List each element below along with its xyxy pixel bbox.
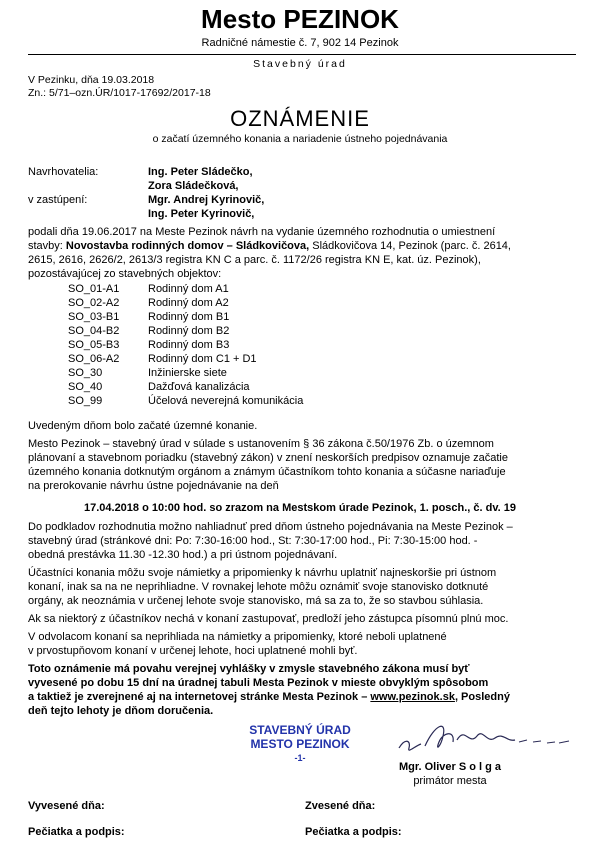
object-code: SO_05-B3 [68, 339, 120, 351]
project-name: Novostavba rodinných domov – Sládkovičova, [65, 240, 310, 252]
docs-line-2: stavebný úrad (stránkové dni: Po: 7:30-16:00 hod., St: 7:30-17:00 hod., Pi: 7:30-15:00 hod. - [28, 535, 478, 547]
legal-line-2: plánovaní a stavebnom poriadku (stavebný zákon) v znení neskorších predpisov oznamuje začatie [28, 452, 508, 464]
date-line: V Pezinku, dňa 19.03.2018 [28, 74, 155, 86]
document-subtitle: o začatí územného konania a nariadenie ústneho pojednávania [152, 133, 448, 145]
object-code: SO_01-A1 [68, 283, 120, 295]
objections-line-1: Účastníci konania môžu svoje námietky a pripomienky k návrhu uplatniť najneskoršie pri ústnom [28, 567, 497, 579]
represent-label: v zastúpení: [28, 194, 88, 206]
object-name: Dažďová kanalizácia [148, 381, 250, 393]
website-link[interactable]: www.pezinok.sk [370, 691, 455, 703]
docs-line-3: obedná prestávka 11.30 -12.30 hod.) a pri ústnom pojednávaní. [28, 549, 338, 561]
proposer-1: Ing. Peter Sládečko, [148, 166, 253, 178]
legal-line-1: Mesto Pezinok – stavebný úrad v súlade s ustanovením § 36 zákona č.50/1976 Zb. o územnom [28, 438, 494, 450]
object-code: SO_02-A2 [68, 297, 120, 309]
object-name: Rodinný dom B2 [148, 325, 230, 337]
object-code: SO_99 [68, 395, 103, 407]
stamp-line-1: STAVEBNÝ ÚRAD [249, 723, 351, 737]
object-code: SO_40 [68, 381, 103, 393]
object-name: Inžinierske siete [148, 367, 227, 379]
document-title: OZNÁMENIE [230, 106, 370, 131]
public-notice-line-1: Toto oznámenie má povahu verejnej vyhlášky v zmysle stavebného zákona musí byť [28, 663, 470, 675]
intro-line-4: pozostávajúcej zo stavebných objektov: [28, 268, 222, 280]
proposer-2: Zora Sládečková, [148, 180, 239, 192]
header-divider [28, 54, 576, 55]
removed-date-label: Zvesené dňa: [305, 800, 376, 812]
legal-line-4: na prerokovanie návrhu ústne pojednávanie na deň [28, 480, 279, 492]
objections-line-3: orgány, ak neoznámia v určenej lehote svoje stanovisko, má sa za to, že so stavbou súhlasia. [28, 595, 484, 607]
object-code: SO_30 [68, 367, 103, 379]
city-address: Radničné námestie č. 7, 902 14 Pezinok [201, 37, 399, 49]
objections-line-2: konaní, inak sa na ne neprihliadne. V rovnakej lehote môžu oznámiť svoje stanovisko dotknuté [28, 581, 489, 593]
city-title: Mesto PEZINOK [201, 4, 399, 34]
public-notice-line-4: deň tejto lehoty je dňom doručenia. [28, 705, 214, 717]
object-name: Rodinný dom B1 [148, 311, 230, 323]
proceedings-started: Uvedeným dňom bolo začaté územné konanie. [28, 420, 258, 432]
object-code: SO_04-B2 [68, 325, 120, 337]
reference-number: Zn.: 5/71–ozn.ÚR/1017-17692/2017-18 [28, 87, 211, 99]
intro-line-1: podali dňa 19.06.2017 na Meste Pezinok návrh na vydanie územného rozhodnutia o umiestnení [28, 226, 496, 238]
office-name: Stavebný úrad [253, 58, 347, 70]
signatory-role: primátor mesta [413, 775, 487, 787]
stamp-line-2: MESTO PEZINOK [250, 737, 350, 751]
object-name: Rodinný dom A1 [148, 283, 229, 295]
appeal-line-2: v prvostupňovom konaní v určenej lehote, hoci uplatnené mohli byť. [28, 645, 358, 657]
representative-2: Ing. Peter Kyrinovič, [148, 208, 255, 220]
stamp-signature-right: Pečiatka a podpis: [305, 826, 402, 838]
hearing-date: 17.04.2018 o 10:00 hod. so zrazom na Mestskom úrade Pezinok, 1. posch., č. dv. 19 [83, 502, 517, 514]
legal-line-3: územného konania dotknutým orgánom a známym účastníkom tohto konania a súčasne nariaďuje [28, 466, 506, 478]
public-notice-line-3: a taktiež je zverejnené aj na internetovej stránke Mesta Pezinok – www.pezinok.sk, Posledný [28, 691, 510, 703]
object-name: Rodinný dom C1 + D1 [148, 353, 257, 365]
docs-line-1: Do podkladov rozhodnutia možno nahliadnuť pred dňom ústneho pojednávania na Meste Pezinok – [28, 521, 513, 533]
proxy-note: Ak sa niektorý z účastníkov nechá v konaní zastupovať, predloží jeho zástupca písomnú plnú moc. [28, 613, 509, 625]
object-code: SO_03-B1 [68, 311, 120, 323]
public-notice-line-2: vyvesené po dobu 15 dní na úradnej tabuli Mesta Pezinok v mieste obvyklým spôsobom [28, 677, 489, 689]
stamp-signature-left: Pečiatka a podpis: [28, 826, 125, 838]
handwritten-signature [395, 716, 575, 760]
object-name: Rodinný dom B3 [148, 339, 230, 351]
object-name: Účelová neverejná komunikácia [148, 395, 304, 407]
intro-line-2: stavby: Novostavba rodinných domov – Sládkovičova, Sládkovičova 14, Pezinok (parc. č. 2614, [28, 240, 511, 252]
proposers-label: Navrhovatelia: [28, 166, 99, 178]
object-code: SO_06-A2 [68, 353, 120, 365]
official-stamp [230, 723, 370, 765]
stamp-line-3: -1- [294, 753, 306, 763]
object-name: Rodinný dom A2 [148, 297, 229, 309]
appeal-line-1: V odvolacom konaní sa neprihliada na námietky a pripomienky, ktoré neboli uplatnené [28, 631, 447, 643]
representative-1: Mgr. Andrej Kyrinovič, [148, 194, 265, 206]
signatory-name: Mgr. Oliver S o l g a [398, 761, 502, 773]
intro-line-3: 2615, 2616, 2626/2, 2613/3 registra KN C a parc. č. 1172/26 registra KN E, kat. úz. Pezinok), [28, 254, 481, 266]
posted-date-label: Vyvesené dňa: [28, 800, 105, 812]
